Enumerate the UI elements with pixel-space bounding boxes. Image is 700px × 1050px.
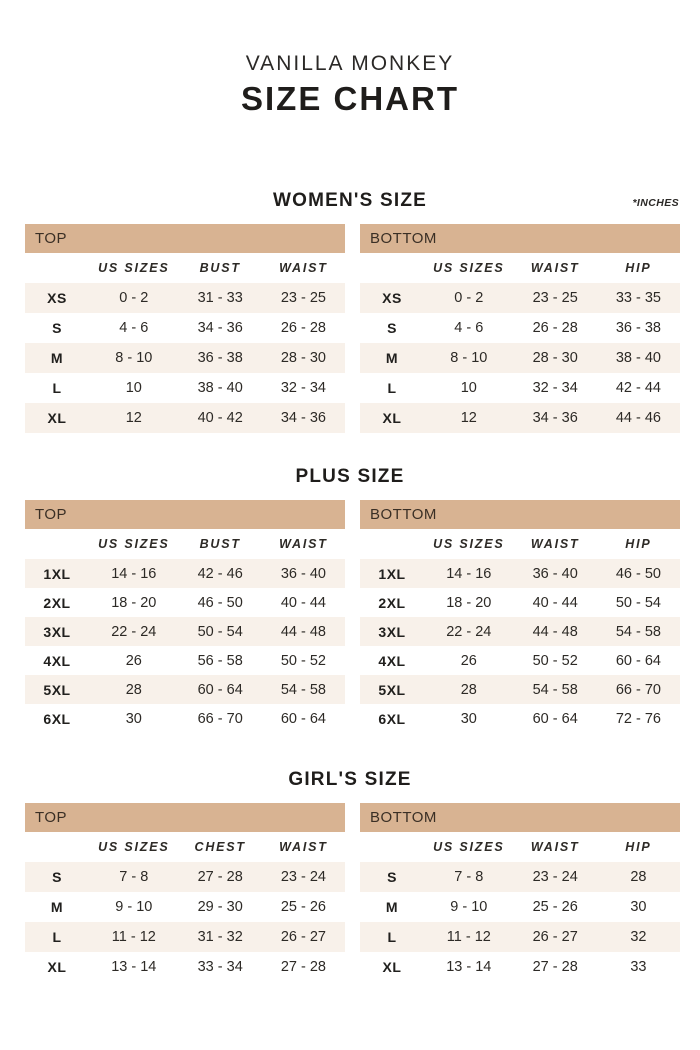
table-row — [25, 559, 345, 588]
table-row — [360, 646, 680, 675]
measurement-cell: 30 — [630, 899, 647, 915]
column-header: CHEST — [194, 840, 246, 854]
section-heading: WOMEN'S SIZE — [272, 190, 428, 211]
measurement-cell: 30 — [125, 710, 142, 727]
measurement-cell: 0 - 2 — [454, 290, 484, 306]
measurement-cell: 38 - 40 — [615, 350, 661, 366]
table-label: BOTTOM — [360, 803, 680, 832]
size-table — [360, 529, 680, 733]
size-label: 3XL — [378, 623, 406, 640]
measurement-cell: 11 - 12 — [446, 929, 491, 945]
brand-name: VANILLA MONKEY — [245, 52, 455, 75]
size-label: XL — [47, 410, 67, 426]
measurement-cell: 50 - 54 — [615, 594, 661, 611]
column-header: HIP — [625, 840, 652, 854]
table-row — [25, 283, 345, 313]
table-row — [360, 862, 680, 892]
measurement-cell: 18 - 20 — [446, 594, 492, 611]
table-girls-bottom — [360, 803, 680, 982]
measurement-cell: 60 - 64 — [197, 681, 243, 698]
page-title: SIZE CHART — [241, 80, 459, 117]
measurement-cell: 22 - 24 — [111, 623, 157, 640]
measurement-cell: 10 — [460, 380, 477, 396]
size-label: M — [50, 899, 64, 915]
size-column-header — [25, 253, 89, 283]
table-row — [25, 862, 345, 892]
measurement-cell: 34 - 36 — [280, 410, 326, 426]
measurement-cell: 27 - 28 — [532, 959, 578, 975]
table-plus-top — [25, 500, 345, 733]
column-header: WAIST — [530, 840, 580, 854]
table-row — [25, 704, 345, 733]
measurement-cell: 25 - 26 — [280, 899, 326, 915]
measurement-cell: 26 - 28 — [532, 320, 578, 336]
measurement-cell: 38 - 40 — [197, 380, 243, 396]
measurement-cell: 14 - 16 — [111, 565, 157, 582]
column-header-row — [360, 253, 680, 283]
measurement-cell: 23 - 25 — [280, 290, 326, 306]
tables-row — [25, 500, 680, 733]
measurement-cell: 27 - 28 — [197, 869, 243, 885]
column-header-row — [25, 253, 345, 283]
measurement-cell: 11 - 12 — [111, 929, 156, 945]
column-header-row — [25, 832, 345, 862]
measurement-cell: 9 - 10 — [450, 899, 488, 915]
measurement-cell: 44 - 46 — [615, 410, 661, 426]
size-label: XS — [382, 290, 402, 306]
section-girls-size — [0, 769, 700, 982]
measurement-cell: 36 - 40 — [532, 565, 578, 582]
column-header-row — [360, 529, 680, 559]
table-row — [360, 922, 680, 952]
measurement-cell: 32 - 34 — [532, 380, 578, 396]
measurement-cell: 46 - 50 — [615, 565, 661, 582]
measurement-cell: 36 - 38 — [615, 320, 661, 336]
table-row — [360, 283, 680, 313]
size-label: M — [385, 350, 399, 366]
measurement-cell: 4 - 6 — [119, 320, 149, 336]
size-table — [25, 529, 345, 733]
measurement-cell: 66 - 70 — [615, 681, 661, 698]
measurement-cell: 12 — [125, 410, 142, 426]
size-label: 6XL — [43, 710, 71, 727]
size-label: XL — [47, 959, 67, 975]
measurement-cell: 23 - 25 — [532, 290, 578, 306]
size-label: 2XL — [378, 594, 406, 611]
size-column-header — [360, 253, 424, 283]
measurement-cell: 28 - 30 — [280, 350, 326, 366]
table-label: TOP — [25, 803, 345, 832]
measurement-cell: 9 - 10 — [115, 899, 153, 915]
table-row — [25, 952, 345, 982]
size-label: 5XL — [43, 681, 71, 698]
measurement-cell: 31 - 32 — [197, 929, 243, 945]
size-column-header — [25, 529, 89, 559]
measurement-cell: 34 - 36 — [197, 320, 243, 336]
column-header-row — [360, 832, 680, 862]
column-header: WAIST — [279, 537, 328, 551]
section-heading-row — [0, 190, 700, 212]
section-heading: GIRL'S SIZE — [288, 769, 412, 790]
table-row — [25, 343, 345, 373]
measurement-cell: 33 - 34 — [197, 959, 243, 975]
size-label: S — [52, 320, 62, 336]
units-note: *INCHES — [632, 197, 679, 209]
table-row — [360, 952, 680, 982]
measurement-cell: 36 - 38 — [197, 350, 243, 366]
measurement-cell: 46 - 50 — [197, 594, 243, 611]
size-label: 5XL — [378, 681, 406, 698]
tables-row — [25, 803, 680, 982]
size-label: M — [385, 899, 399, 915]
measurement-cell: 31 - 33 — [197, 290, 243, 306]
column-header: US SIZES — [98, 537, 170, 551]
size-label: 6XL — [378, 710, 406, 727]
size-column-header — [360, 832, 424, 862]
measurement-cell: 60 - 64 — [280, 710, 326, 727]
measurement-cell: 42 - 46 — [197, 565, 243, 582]
measurement-cell: 23 - 24 — [280, 869, 326, 885]
table-row — [25, 922, 345, 952]
measurement-cell: 18 - 20 — [111, 594, 157, 611]
measurement-cell: 40 - 44 — [280, 594, 326, 611]
table-label: BOTTOM — [360, 500, 680, 529]
table-row — [360, 559, 680, 588]
table-row — [360, 313, 680, 343]
table-label: TOP — [25, 500, 345, 529]
measurement-cell: 26 - 28 — [280, 320, 326, 336]
measurement-cell: 60 - 64 — [615, 652, 661, 669]
column-header-row — [25, 529, 345, 559]
measurement-cell: 54 - 58 — [615, 623, 661, 640]
measurement-cell: 54 - 58 — [280, 681, 326, 698]
size-label: 2XL — [43, 594, 71, 611]
measurement-cell: 34 - 36 — [532, 410, 578, 426]
measurement-cell: 44 - 48 — [280, 623, 326, 640]
size-table — [25, 832, 345, 982]
measurement-cell: 60 - 64 — [532, 710, 578, 727]
measurement-cell: 27 - 28 — [280, 959, 326, 975]
measurement-cell: 28 — [125, 681, 142, 698]
section-heading-row — [0, 769, 700, 791]
size-label: 4XL — [378, 652, 406, 669]
measurement-cell: 66 - 70 — [197, 710, 243, 727]
measurement-cell: 26 - 27 — [532, 929, 578, 945]
column-header: HIP — [625, 261, 652, 275]
size-label: XS — [47, 290, 67, 306]
measurement-cell: 8 - 10 — [115, 350, 153, 366]
table-row — [25, 646, 345, 675]
table-row — [25, 588, 345, 617]
measurement-cell: 32 — [630, 929, 647, 945]
size-label: S — [387, 320, 397, 336]
measurement-cell: 7 - 8 — [454, 869, 484, 885]
column-header: WAIST — [279, 261, 328, 275]
table-row — [25, 617, 345, 646]
size-table — [360, 832, 680, 982]
measurement-cell: 29 - 30 — [197, 899, 243, 915]
table-row — [360, 617, 680, 646]
table-row — [25, 313, 345, 343]
section-heading-row — [0, 466, 700, 488]
measurement-cell: 40 - 44 — [532, 594, 578, 611]
size-label: L — [387, 380, 397, 396]
measurement-cell: 14 - 16 — [446, 565, 492, 582]
table-label: TOP — [25, 224, 345, 253]
size-column-header — [25, 832, 89, 862]
measurement-cell: 44 - 48 — [532, 623, 578, 640]
tables-row — [25, 224, 680, 433]
size-label: 3XL — [43, 623, 71, 640]
measurement-cell: 54 - 58 — [532, 681, 578, 698]
section-heading: PLUS SIZE — [295, 466, 405, 487]
size-label: L — [387, 929, 397, 945]
measurement-cell: 0 - 2 — [119, 290, 149, 306]
measurement-cell: 4 - 6 — [454, 320, 484, 336]
size-label: 1XL — [43, 565, 71, 582]
table-label: BOTTOM — [360, 224, 680, 253]
column-header: BUST — [199, 537, 241, 551]
measurement-cell: 50 - 54 — [197, 623, 243, 640]
page-header — [0, 0, 700, 118]
measurement-cell: 28 — [630, 869, 647, 885]
table-row — [360, 403, 680, 433]
column-header: BUST — [199, 261, 241, 275]
size-label: 1XL — [378, 565, 406, 582]
measurement-cell: 8 - 10 — [450, 350, 488, 366]
column-header: WAIST — [530, 261, 580, 275]
column-header: US SIZES — [433, 840, 505, 854]
measurement-cell: 23 - 24 — [532, 869, 578, 885]
measurement-cell: 26 — [125, 652, 142, 669]
measurement-cell: 56 - 58 — [197, 652, 243, 669]
table-row — [25, 892, 345, 922]
measurement-cell: 28 - 30 — [532, 350, 578, 366]
table-row — [360, 343, 680, 373]
table-row — [360, 892, 680, 922]
measurement-cell: 33 — [630, 959, 647, 975]
measurement-cell: 50 - 52 — [280, 652, 326, 669]
section-womens-size — [0, 190, 700, 433]
table-row — [360, 704, 680, 733]
measurement-cell: 25 - 26 — [532, 899, 578, 915]
measurement-cell: 28 — [460, 681, 477, 698]
measurement-cell: 13 - 14 — [446, 959, 492, 975]
measurement-cell: 42 - 44 — [615, 380, 661, 396]
column-header: US SIZES — [433, 261, 505, 275]
measurement-cell: 26 - 27 — [280, 929, 326, 945]
measurement-cell: 26 — [460, 652, 477, 669]
table-womens-top — [25, 224, 345, 433]
measurement-cell: 7 - 8 — [119, 869, 149, 885]
measurement-cell: 32 - 34 — [280, 380, 326, 396]
measurement-cell: 30 — [460, 710, 477, 727]
table-row — [25, 373, 345, 403]
measurement-cell: 40 - 42 — [197, 410, 243, 426]
measurement-cell: 10 — [125, 380, 142, 396]
table-row — [25, 675, 345, 704]
table-plus-bottom — [360, 500, 680, 733]
size-label: S — [387, 869, 397, 885]
measurement-cell: 13 - 14 — [111, 959, 157, 975]
measurement-cell: 12 — [460, 410, 477, 426]
table-womens-bottom — [360, 224, 680, 433]
table-row — [360, 588, 680, 617]
table-row — [25, 403, 345, 433]
section-plus-size — [0, 466, 700, 733]
column-header: WAIST — [279, 840, 328, 854]
measurement-cell: 33 - 35 — [615, 290, 661, 306]
column-header: US SIZES — [98, 840, 170, 854]
measurement-cell: 22 - 24 — [446, 623, 492, 640]
size-label: L — [52, 929, 62, 945]
size-label: 4XL — [43, 652, 71, 669]
table-row — [360, 675, 680, 704]
size-label: S — [52, 869, 62, 885]
size-label: M — [50, 350, 64, 366]
size-label: XL — [382, 959, 402, 975]
column-header: US SIZES — [433, 537, 505, 551]
column-header: WAIST — [530, 537, 580, 551]
column-header: HIP — [625, 537, 652, 551]
measurement-cell: 36 - 40 — [280, 565, 326, 582]
measurement-cell: 72 - 76 — [615, 710, 661, 727]
size-label: L — [52, 380, 62, 396]
measurement-cell: 50 - 52 — [532, 652, 578, 669]
size-column-header — [360, 529, 424, 559]
size-table — [25, 253, 345, 433]
table-row — [360, 373, 680, 403]
column-header: US SIZES — [98, 261, 170, 275]
size-table — [360, 253, 680, 433]
size-label: XL — [382, 410, 402, 426]
table-girls-top — [25, 803, 345, 982]
